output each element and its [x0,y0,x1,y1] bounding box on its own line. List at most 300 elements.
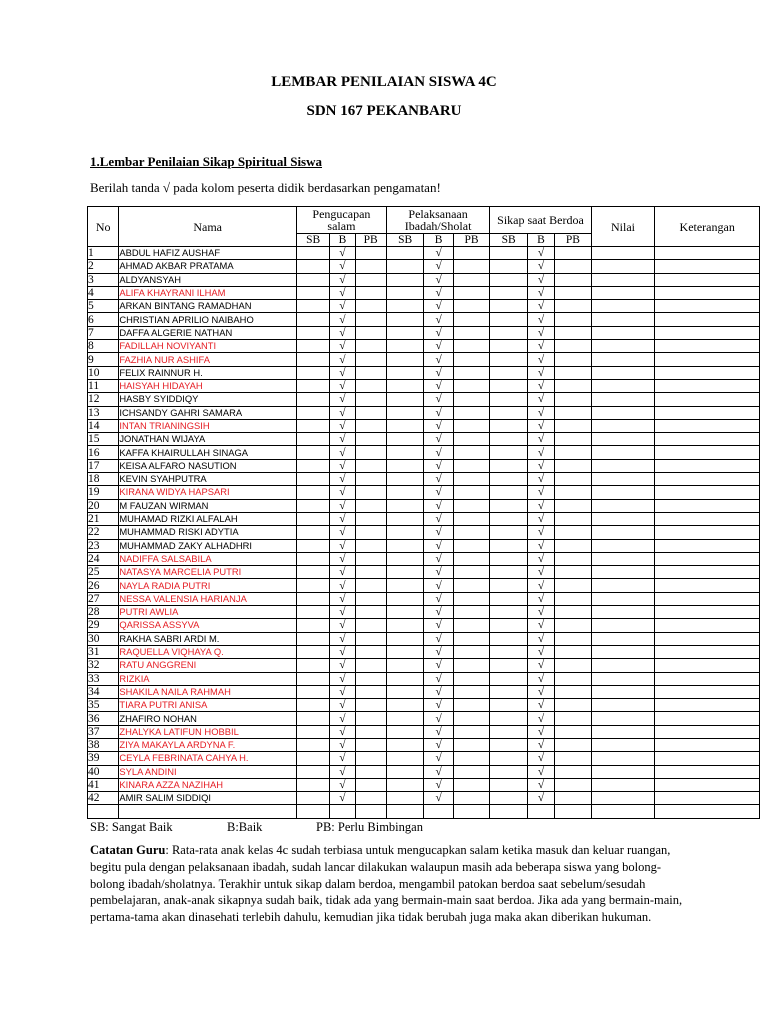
score-cell-pb [355,473,386,486]
score-cell-b: √ [527,340,554,353]
score-cell-b: √ [424,632,453,645]
nilai-cell [591,539,655,552]
score-cell-b: √ [330,499,355,512]
empty-cell [424,805,453,818]
student-name: RATU ANGGRENI [119,659,297,672]
row-number: 15 [88,433,119,446]
student-name: QARISSA ASSYVA [119,619,297,632]
table-row [88,486,760,499]
score-cell-b: √ [424,486,453,499]
score-cell-b: √ [424,672,453,685]
table-row [88,379,760,392]
nilai-cell [591,366,655,379]
student-name: ZIYA MAKAYLA ARDYNA F. [119,738,297,751]
header-keterangan: Keterangan [655,207,760,247]
score-cell-sb [490,659,528,672]
score-cell-b: √ [424,592,453,605]
score-cell-b: √ [330,632,355,645]
score-cell-sb [490,406,528,419]
score-cell-b: √ [424,473,453,486]
score-cell-b: √ [527,606,554,619]
table-row [88,526,760,539]
score-cell-sb [490,579,528,592]
score-cell-sb [490,459,528,472]
keterangan-cell [655,579,760,592]
table-row [88,433,760,446]
score-cell-pb [453,473,490,486]
table-row [88,699,760,712]
score-cell-pb [355,340,386,353]
score-cell-sb [386,752,424,765]
keterangan-cell [655,406,760,419]
score-cell-pb [355,685,386,698]
score-cell-sb [490,273,528,286]
score-cell-b: √ [424,539,453,552]
nilai-cell [591,486,655,499]
score-cell-pb [453,353,490,366]
score-cell-pb [453,393,490,406]
score-cell-sb [490,619,528,632]
score-cell-sb [490,778,528,791]
nilai-cell [591,685,655,698]
score-cell-sb [296,712,329,725]
score-cell-b: √ [330,379,355,392]
score-cell-sb [386,659,424,672]
empty-cell [527,805,554,818]
score-cell-sb [296,778,329,791]
score-cell-b: √ [527,260,554,273]
score-cell-pb [555,273,592,286]
score-cell-sb [386,539,424,552]
score-cell-sb [386,672,424,685]
note-text: : Rata-rata anak kelas 4c sudah terbiasa untuk mengucapkan salam ketika masuk dan keluar ruangan, begitu pula dengan pelaksanaan ibadah, sudah lancar dilakukan walaupun masih ada beberapa siswa yang bolong-bolong ibadah/sholatnya. Terakhir untuk sikap dalam berdoa, mengambil patokan berdoa saat sebelum/sesudah pembelajaran, anak-anak sikapnya sudah baik, tidak ada yang bermain-main saat berdoa. Jika ada yang bermain-main, pertama-tama akan dinasehati terlebih dahulu, kemudian jika tidak berubah juga maka akan diberikan hukuman. [90,843,683,925]
score-cell-pb [453,778,490,791]
score-cell-pb [355,419,386,432]
table-row [88,792,760,805]
keterangan-cell [655,552,760,565]
nilai-cell [591,526,655,539]
score-cell-sb [386,526,424,539]
score-cell-pb [555,353,592,366]
score-cell-pb [355,326,386,339]
score-cell-pb [555,313,592,326]
score-cell-b: √ [527,712,554,725]
score-cell-pb [355,300,386,313]
nilai-cell [591,778,655,791]
document-title: LEMBAR PENILAIAN SISWA 4C [271,74,497,90]
score-cell-sb [490,606,528,619]
score-cell-pb [355,672,386,685]
table-row [88,592,760,605]
score-cell-sb [296,286,329,299]
score-cell-b: √ [330,778,355,791]
score-cell-b: √ [424,566,453,579]
score-cell-sb [296,459,329,472]
nilai-cell [591,579,655,592]
student-name: ZHAFIRO NOHAN [119,712,297,725]
nilai-cell [591,566,655,579]
score-cell-b: √ [330,672,355,685]
subheader-pb: PB [453,234,490,247]
score-cell-sb [386,473,424,486]
nilai-cell [591,752,655,765]
score-cell-b: √ [424,738,453,751]
empty-cell [490,805,528,818]
nilai-cell [591,300,655,313]
score-cell-sb [296,606,329,619]
keterangan-cell [655,632,760,645]
score-cell-pb [453,247,490,260]
score-cell-sb [386,260,424,273]
score-cell-pb [453,260,490,273]
student-name: AHMAD AKBAR PRATAMA [119,260,297,273]
score-cell-pb [555,247,592,260]
score-cell-sb [386,792,424,805]
score-cell-b: √ [424,379,453,392]
keterangan-cell [655,512,760,525]
keterangan-cell [655,738,760,751]
student-name: RAQUELLA VIQHAYA Q. [119,645,297,658]
score-cell-sb [490,539,528,552]
row-number: 23 [88,539,119,552]
student-name: INTAN TRIANINGSIH [119,419,297,432]
keterangan-cell [655,566,760,579]
keterangan-cell [655,792,760,805]
score-cell-sb [386,286,424,299]
score-cell-sb [386,685,424,698]
student-name: NADIFFA SALSABILA [119,552,297,565]
student-name: M FAUZAN WIRMAN [119,499,297,512]
score-cell-pb [555,552,592,565]
score-cell-pb [453,313,490,326]
empty-cell [119,805,297,818]
score-cell-pb [355,273,386,286]
row-number: 22 [88,526,119,539]
score-cell-sb [296,366,329,379]
score-cell-b: √ [527,725,554,738]
score-cell-b: √ [527,273,554,286]
student-name: NESSA VALENSIA HARIANJA [119,592,297,605]
score-cell-b: √ [527,393,554,406]
score-cell-sb [386,366,424,379]
score-cell-pb [555,712,592,725]
score-cell-b: √ [527,499,554,512]
row-number: 33 [88,672,119,685]
score-cell-sb [386,619,424,632]
score-cell-b: √ [330,552,355,565]
score-cell-pb [355,526,386,539]
score-cell-pb [555,685,592,698]
row-number: 28 [88,606,119,619]
score-cell-sb [490,433,528,446]
score-cell-pb [453,433,490,446]
score-cell-b: √ [527,765,554,778]
score-cell-sb [490,366,528,379]
score-cell-pb [555,433,592,446]
nilai-cell [591,672,655,685]
score-cell-pb [555,699,592,712]
instruction-text: Berilah tanda √ pada kolom peserta didik berdasarkan pengamatan! [90,180,441,195]
table-row [88,300,760,313]
keterangan-cell [655,672,760,685]
table-row [88,393,760,406]
score-cell-b: √ [527,406,554,419]
student-name: SYLA ANDINI [119,765,297,778]
row-number: 39 [88,752,119,765]
score-cell-pb [555,539,592,552]
keterangan-cell [655,260,760,273]
score-cell-b: √ [424,286,453,299]
score-cell-pb [453,672,490,685]
score-cell-b: √ [527,699,554,712]
score-cell-sb [296,379,329,392]
score-cell-sb [490,247,528,260]
empty-cell [296,805,329,818]
nilai-cell [591,792,655,805]
score-cell-b: √ [527,366,554,379]
score-cell-pb [355,393,386,406]
score-cell-b: √ [330,619,355,632]
score-cell-b: √ [527,286,554,299]
nilai-cell [591,659,655,672]
row-number: 38 [88,738,119,751]
score-cell-pb [555,765,592,778]
score-cell-pb [355,792,386,805]
score-cell-sb [490,286,528,299]
score-cell-sb [386,765,424,778]
row-number: 5 [88,300,119,313]
row-number: 17 [88,459,119,472]
student-name: NAYLA RADIA PUTRI [119,579,297,592]
table-row [88,512,760,525]
score-cell-sb [386,699,424,712]
score-cell-b: √ [527,247,554,260]
score-cell-sb [296,645,329,658]
keterangan-cell [655,326,760,339]
score-cell-pb [355,566,386,579]
school-name: SDN 167 PEKANBARU [306,103,462,119]
student-name: PUTRI AWLIA [119,606,297,619]
student-name: ARKAN BINTANG RAMADHAN [119,300,297,313]
table-row [88,366,760,379]
score-cell-b: √ [424,765,453,778]
score-cell-sb [296,446,329,459]
student-name: TIARA PUTRI ANISA [119,699,297,712]
score-cell-b: √ [330,286,355,299]
row-number: 21 [88,512,119,525]
score-cell-pb [453,539,490,552]
nilai-cell [591,286,655,299]
nilai-cell [591,738,655,751]
score-cell-pb [453,486,490,499]
score-cell-b: √ [330,579,355,592]
score-cell-sb [490,699,528,712]
student-name: FADILLAH NOVIYANTI [119,340,297,353]
score-cell-sb [386,313,424,326]
table-row [88,712,760,725]
score-cell-sb [296,433,329,446]
score-cell-pb [453,499,490,512]
score-cell-sb [386,552,424,565]
score-cell-b: √ [424,300,453,313]
score-cell-sb [490,672,528,685]
score-cell-pb [555,592,592,605]
nilai-cell [591,340,655,353]
score-cell-b: √ [330,592,355,605]
empty-cell [655,805,760,818]
student-name: ALIFA KHAYRANI ILHAM [119,286,297,299]
score-cell-pb [555,579,592,592]
score-cell-b: √ [424,393,453,406]
nilai-cell [591,353,655,366]
score-cell-b: √ [527,579,554,592]
keterangan-cell [655,433,760,446]
empty-cell [88,805,119,818]
nilai-cell [591,725,655,738]
score-cell-sb [296,473,329,486]
score-cell-b: √ [424,313,453,326]
score-cell-pb [355,247,386,260]
row-number: 10 [88,366,119,379]
score-cell-pb [555,459,592,472]
header-pelaksanaan-ibadah: Pelaksanaan Ibadah/Sholat [386,207,489,234]
score-cell-pb [453,579,490,592]
score-cell-sb [490,792,528,805]
table-row [88,672,760,685]
score-cell-pb [555,792,592,805]
table-row [88,659,760,672]
score-cell-sb [296,273,329,286]
score-cell-sb [386,566,424,579]
score-cell-b: √ [424,778,453,791]
score-cell-sb [296,792,329,805]
table-row [88,499,760,512]
score-cell-sb [386,592,424,605]
header-no: No [88,207,119,247]
score-cell-pb [355,433,386,446]
score-cell-b: √ [527,552,554,565]
student-name: KEISA ALFARO NASUTION [119,459,297,472]
score-cell-sb [386,406,424,419]
score-cell-b: √ [330,366,355,379]
score-cell-b: √ [330,712,355,725]
keterangan-cell [655,486,760,499]
score-cell-pb [355,592,386,605]
score-cell-pb [555,340,592,353]
score-cell-sb [296,685,329,698]
score-cell-b: √ [330,260,355,273]
table-row [88,566,760,579]
nilai-cell [591,632,655,645]
row-number: 35 [88,699,119,712]
score-cell-sb [296,672,329,685]
score-cell-sb [296,526,329,539]
score-cell-pb [453,699,490,712]
score-cell-b: √ [424,326,453,339]
score-cell-pb [555,672,592,685]
score-cell-b: √ [330,340,355,353]
score-cell-b: √ [330,725,355,738]
table-row [88,725,760,738]
score-cell-sb [490,340,528,353]
score-cell-pb [355,712,386,725]
score-cell-pb [555,566,592,579]
student-name: KINARA AZZA NAZIHAH [119,778,297,791]
score-cell-pb [453,512,490,525]
score-cell-pb [453,685,490,698]
nilai-cell [591,393,655,406]
keterangan-cell [655,645,760,658]
score-cell-b: √ [330,699,355,712]
keterangan-cell [655,699,760,712]
table-row [88,340,760,353]
table-row [88,685,760,698]
student-name: DAFFA ALGERIE NATHAN [119,326,297,339]
legend-b: B:Baik [227,820,263,834]
keterangan-cell [655,473,760,486]
score-cell-pb [555,326,592,339]
student-name: FELIX RAINNUR H. [119,366,297,379]
score-cell-pb [355,313,386,326]
score-cell-b: √ [424,552,453,565]
score-cell-b: √ [330,738,355,751]
score-cell-b: √ [330,300,355,313]
score-cell-sb [296,765,329,778]
score-cell-b: √ [330,566,355,579]
table-row [88,326,760,339]
score-cell-b: √ [527,526,554,539]
score-cell-pb [355,512,386,525]
score-cell-b: √ [330,792,355,805]
table-row [88,406,760,419]
nilai-cell [591,712,655,725]
keterangan-cell [655,778,760,791]
score-cell-b: √ [527,353,554,366]
empty-cell [386,805,424,818]
score-cell-sb [490,379,528,392]
table-row [88,632,760,645]
score-cell-b: √ [424,659,453,672]
score-cell-sb [386,459,424,472]
score-cell-pb [453,712,490,725]
subheader-pb: PB [355,234,386,247]
score-cell-b: √ [527,379,554,392]
score-cell-sb [490,512,528,525]
score-cell-pb [355,260,386,273]
score-cell-b: √ [527,738,554,751]
nilai-cell [591,552,655,565]
score-cell-sb [296,552,329,565]
score-cell-b: √ [330,419,355,432]
score-cell-sb [386,645,424,658]
row-number: 30 [88,632,119,645]
score-cell-sb [296,539,329,552]
score-cell-sb [490,300,528,313]
keterangan-cell [655,353,760,366]
score-cell-pb [453,619,490,632]
row-number: 14 [88,419,119,432]
nilai-cell [591,592,655,605]
score-cell-b: √ [527,512,554,525]
row-number: 36 [88,712,119,725]
keterangan-cell [655,659,760,672]
score-cell-sb [296,659,329,672]
score-cell-b: √ [330,446,355,459]
nilai-cell [591,765,655,778]
score-cell-b: √ [424,725,453,738]
table-row [88,539,760,552]
score-cell-b: √ [527,752,554,765]
